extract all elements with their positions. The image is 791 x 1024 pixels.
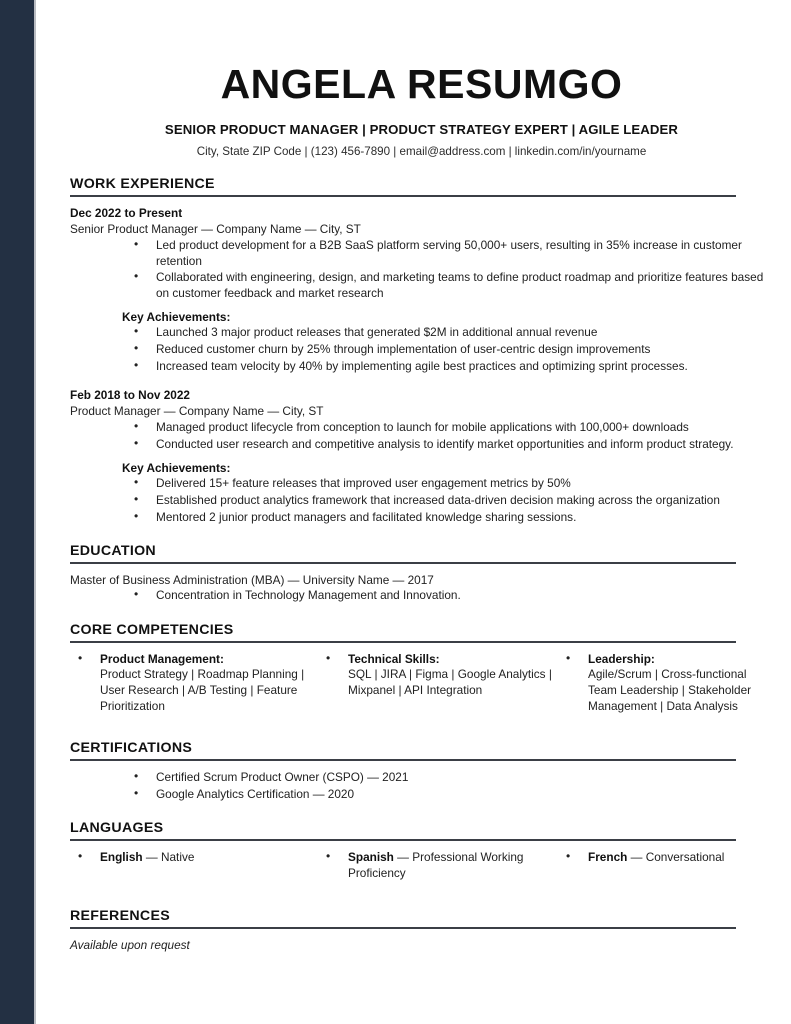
section-core-competencies (70, 622, 773, 714)
job-achievements (70, 476, 773, 525)
language-columns (70, 850, 773, 881)
resume-content (36, 0, 791, 1024)
list-item: • Delivered 15+ feature releases that improved user engagement metrics by 50% (70, 476, 773, 492)
list-item: • Managed product lifecycle from conception to launch for mobile applications with 100,000+ downloads (70, 420, 773, 436)
language-name: Spanish (348, 850, 394, 865)
job-dates: Feb 2018 to Nov 2022 (70, 388, 190, 403)
sidebar-accent-bar (0, 0, 34, 1024)
section-title-education: EDUCATION (70, 543, 156, 560)
section-education (70, 543, 773, 604)
education-degree: Master of Business Administration (MBA) — University Name — 2017 (70, 573, 434, 588)
section-certifications (70, 740, 773, 802)
language-item (318, 850, 558, 881)
job-achievements (70, 325, 773, 374)
references-note: Available upon request (70, 937, 190, 952)
section-title-work-experience: WORK EXPERIENCE (70, 176, 215, 193)
language-level: — Conversational (627, 850, 725, 865)
list-item: • Concentration in Technology Management and Innovation. (70, 588, 773, 604)
section-title-references: REFERENCES (70, 907, 170, 924)
competency-body: Agile/Scrum | Cross-functional Team Leadership | Stakeholder Management | Data Analysis (588, 667, 752, 713)
list-item: • Google Analytics Certification — 2020 (70, 787, 773, 803)
list-item: • Mentored 2 junior product managers and facilitated knowledge sharing sessions. (70, 510, 773, 526)
competency-column (318, 652, 558, 714)
language-level: — Native (142, 850, 195, 865)
section-rule (70, 839, 736, 841)
competency-body: SQL | JIRA | Figma | Google Analytics | Mixpanel | API Integration (348, 667, 552, 697)
list-item: • Launched 3 major product releases that generated $2M in additional annual revenue (70, 325, 773, 341)
candidate-name: ANGELA RESUMGO (220, 61, 623, 107)
job-bullets (70, 238, 773, 301)
competency-heading: Leadership: (588, 651, 655, 666)
job-title: Product Manager — Company Name — City, ST (70, 404, 324, 419)
list-item: • Conducted user research and competitive analysis to identify market opportunities and inform product strategy. (70, 437, 773, 453)
section-title-core-competencies: CORE COMPETENCIES (70, 621, 234, 638)
list-item: • Certified Scrum Product Owner (CSPO) — 2021 (70, 770, 773, 786)
language-level: — Professional Working Proficiency (348, 850, 524, 880)
section-title-certifications: CERTIFICATIONS (70, 740, 193, 757)
language-item (558, 850, 758, 881)
language-name: French (588, 850, 628, 865)
achievements-label: Key Achievements: (122, 461, 231, 476)
section-rule (70, 927, 736, 929)
job-bullets (70, 420, 773, 452)
language-name: English (100, 850, 143, 865)
competency-heading: Product Management: (100, 651, 224, 666)
competency-column (70, 652, 318, 714)
competency-column (558, 652, 758, 714)
job-entry (70, 388, 773, 525)
achievements-label: Key Achievements: (122, 310, 231, 325)
list-item: • Established product analytics framework that increased data-driven decision making across the organization (70, 493, 773, 509)
competency-body: Product Strategy | Roadmap Planning | User Research | A/B Testing | Feature Prioritization (100, 667, 305, 713)
candidate-headline: SENIOR PRODUCT MANAGER | PRODUCT STRATEGY EXPERT | AGILE LEADER (164, 122, 679, 138)
section-rule (70, 641, 736, 643)
job-entry (70, 206, 773, 374)
list-item: • Led product development for a B2B SaaS platform serving 50,000+ users, resulting in 35% increase in customer retention (70, 238, 773, 269)
section-work-experience (70, 176, 773, 525)
section-rule (70, 759, 736, 761)
education-bullets (70, 588, 773, 604)
list-item: • Reduced customer churn by 25% through implementation of user-centric design improvements (70, 342, 773, 358)
language-item (70, 850, 318, 881)
list-item: • Collaborated with engineering, design, and marketing teams to define product roadmap and prioritize features based on customer feedback and market research (70, 270, 773, 301)
section-rule (70, 562, 736, 564)
section-languages (70, 820, 773, 881)
section-rule (70, 195, 736, 197)
list-item: • Increased team velocity by 40% by implementing agile best practices and optimizing sprint processes. (70, 359, 773, 375)
job-dates: Dec 2022 to Present (70, 206, 183, 221)
competency-heading: Technical Skills: (348, 651, 440, 666)
certification-list (70, 770, 773, 802)
job-title: Senior Product Manager — Company Name — City, ST (70, 222, 361, 237)
section-title-languages: LANGUAGES (70, 820, 164, 837)
contact-line: City, State ZIP Code | (123) 456-7890 | email@address.com | linkedin.com/in/yourname (196, 145, 647, 159)
competency-columns (70, 652, 773, 714)
section-references (70, 908, 773, 952)
